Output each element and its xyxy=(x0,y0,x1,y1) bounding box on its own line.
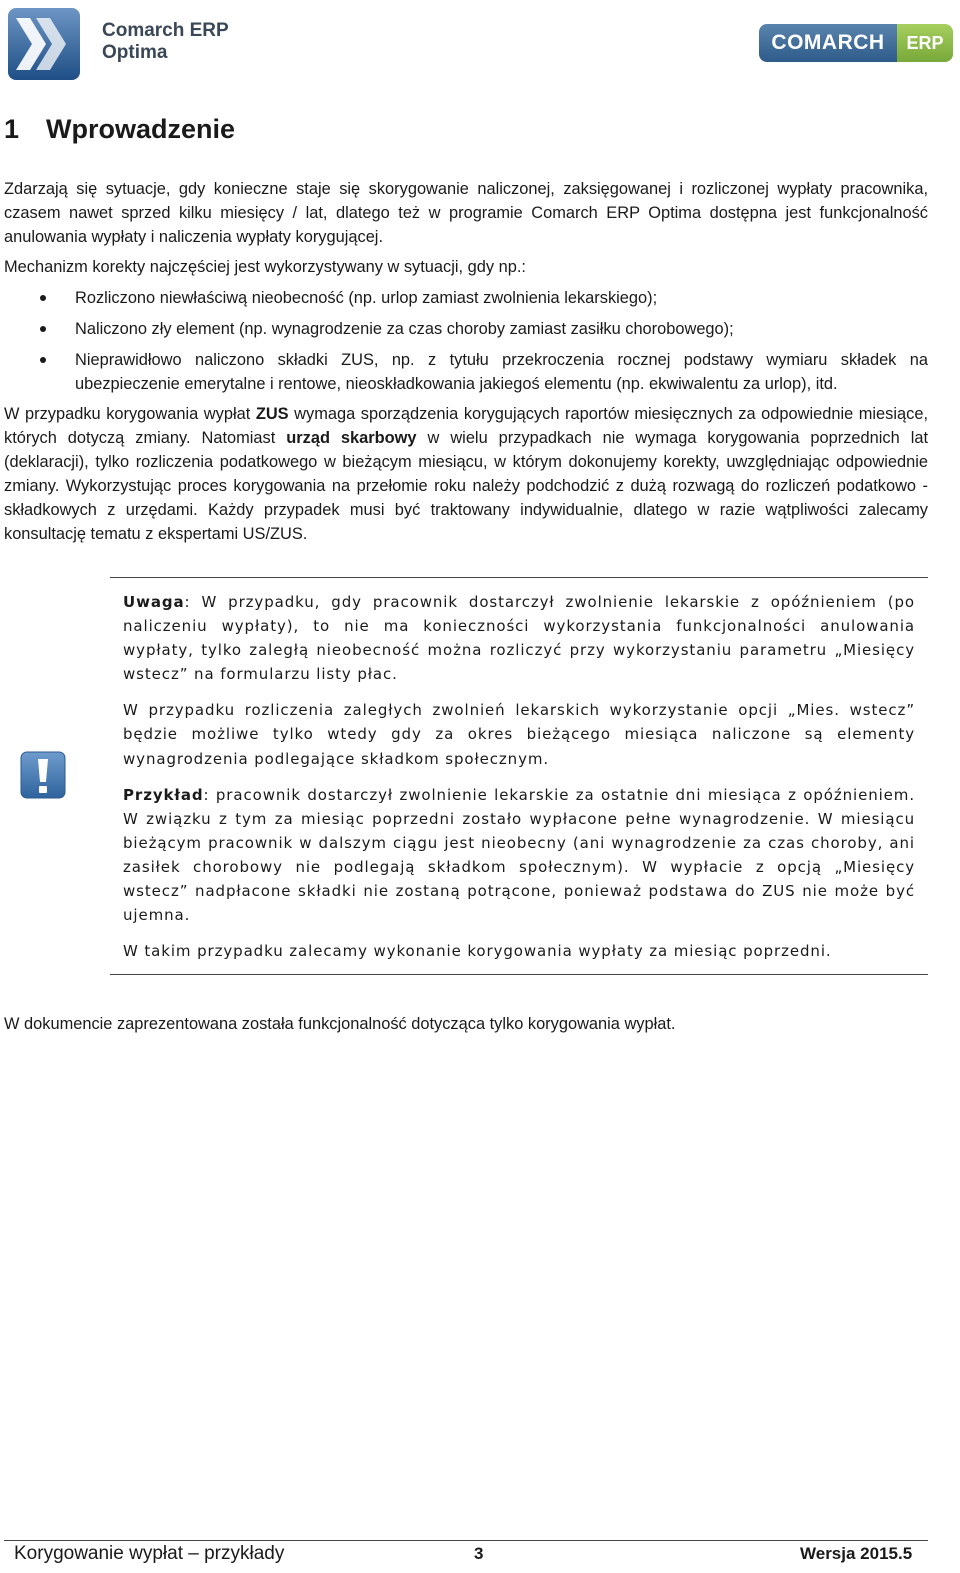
note-paragraph: W takim przypadku zalecamy wykonanie korygowania wypłaty za miesiąc poprzedni. xyxy=(123,942,832,961)
text-run: : W przypadku, gdy pracownik dostarczył zwolnienie lekarskie z opóźnieniem (po naliczeniu wypłaty), to nie ma konieczności wykorzystania funkcjonalności anulowania wypłaty, tylko zaległą nieobecność można rozliczyć przy wykorzystaniu parametru „Miesięcy wstecz” na formularzu listy płac. xyxy=(123,593,915,684)
note-top-divider xyxy=(110,577,928,578)
text-run: W przypadku korygowania wypłat xyxy=(4,405,256,423)
text-run: w wielu przypadkach nie wymaga korygowania poprzednich lat (deklaracji), tylko rozliczenia podatkowego w bieżącym miesiącu, w którym dokonujemy korekty, uwzględniając odpowiednie zmiany. Wykorzystując proces korygowania na przełomie roku należy podchodzić z dużą rozwagą do rozliczeń podatkowo - składkowych z urzędami. Każdy przypadek musi być traktowany indywidualnie, dlatego w razie wątpliwości zalecamy konsultację tematu z ekspertami US/ZUS. xyxy=(4,429,928,543)
erp-logo-tag: ERP xyxy=(897,24,953,62)
section-title: Wprowadzenie xyxy=(46,114,236,144)
text-run: : pracownik dostarczył zwolnienie lekarskie za ostatnie dni miesiąca z opóźnieniem. W związku z tym za miesiąc poprzedni zostało wypłacone pełne wynagrodzenie. W miesiącu bieżącym pracownik w dalszym ciągu jest nieobecny (ani wynagrodzenie za czas choroby, ani zasiłek chorobowy nie podlegają składkom społecznym). W wypłacie z opcją „Miesięcy wstecz” nadpłacone składki nie zostaną potrącone, ponieważ podstawa do ZUS nie może być ujemna. xyxy=(123,785,915,925)
corrections-paragraph xyxy=(4,402,928,546)
bullet-icon xyxy=(40,357,46,363)
note-paragraph xyxy=(123,590,915,686)
list-item xyxy=(4,317,928,341)
note-paragraph xyxy=(123,783,915,928)
chevron-logo-icon xyxy=(8,8,80,80)
bold-zus: ZUS xyxy=(255,405,289,423)
note-bottom-divider xyxy=(110,974,928,975)
list-item-text: Rozliczono niewłaściwą nieobecność (np. urlop zamiast zwolnienia lekarskiego); xyxy=(75,289,658,307)
closing-paragraph: W dokumencie zaprezentowana została funkcjonalność dotycząca tylko korygowania wypłat. xyxy=(4,1015,676,1033)
comarch-erp-logo xyxy=(759,24,953,62)
mechanism-paragraph: Mechanizm korekty najczęściej jest wykorzystywany w sytuacji, gdy np.: xyxy=(4,258,526,276)
footer-divider xyxy=(4,1540,928,1541)
note-paragraph: W przypadku rozliczenia zaległych zwolnień lekarskich wykorzystanie opcji „Mies. wstecz” będzie możliwe tylko wtedy gdy za okres bieżącego miesiąca naliczone są elementy wynagrodzenia podlegające składkom społecznym. xyxy=(123,701,915,768)
page-header xyxy=(0,0,960,90)
list-item xyxy=(4,348,928,396)
section-heading xyxy=(4,114,235,145)
list-item-text: Nieprawidłowo naliczono składki ZUS, np. z tytułu przekroczenia rocznej podstawy wymiaru składek na ubezpieczenie emerytalne i rentowe, nieoskładkowania jakiegoś elementu (np. ekwiwalentu za urlop), itd. xyxy=(75,351,928,393)
footer-title: Korygowanie wypłat – przykłady xyxy=(14,1543,285,1564)
section-number: 1 xyxy=(4,114,20,144)
list-item-text: Naliczono zły element (np. wynagrodzenie za czas choroby zamiast zasiłku chorobowego); xyxy=(75,320,734,338)
bullet-icon xyxy=(40,326,46,332)
page-number: 3 xyxy=(474,1544,484,1563)
brand-line-2: Optima xyxy=(102,42,168,63)
note-label-uwaga: Uwaga xyxy=(123,593,185,611)
note-box xyxy=(123,590,915,975)
version-label: Wersja 2015.5 xyxy=(800,1544,913,1563)
bullet-icon xyxy=(40,295,46,301)
text-run: wymaga sporządzenia korygujących raportów miesięcznych za odpowiednie miesiące, których dotyczą zmiany. Natomiast xyxy=(4,405,928,447)
list-item xyxy=(4,286,928,310)
brand-line-1: Comarch ERP xyxy=(102,20,229,41)
bold-tax-office: urząd skarbowy xyxy=(286,429,417,447)
exclamation-icon xyxy=(20,751,66,799)
bullet-list xyxy=(4,286,928,403)
comarch-optima-logo xyxy=(8,8,80,85)
comarch-logo-text: COMARCH xyxy=(759,24,897,62)
brand-name xyxy=(102,20,229,64)
note-label-przyklad: Przykład xyxy=(123,785,204,804)
intro-paragraph: Zdarzają się sytuacje, gdy konieczne staje się skorygowanie naliczonej, zaksięgowanej i rozliczonej wypłaty pracownika, czasem nawet sprzed kilku miesięcy / lat, dlatego też w programie Comarch ERP Optima dostępna jest funkcjonalność anulowania wypłaty i naliczenia wypłaty korygującej. xyxy=(4,180,928,246)
